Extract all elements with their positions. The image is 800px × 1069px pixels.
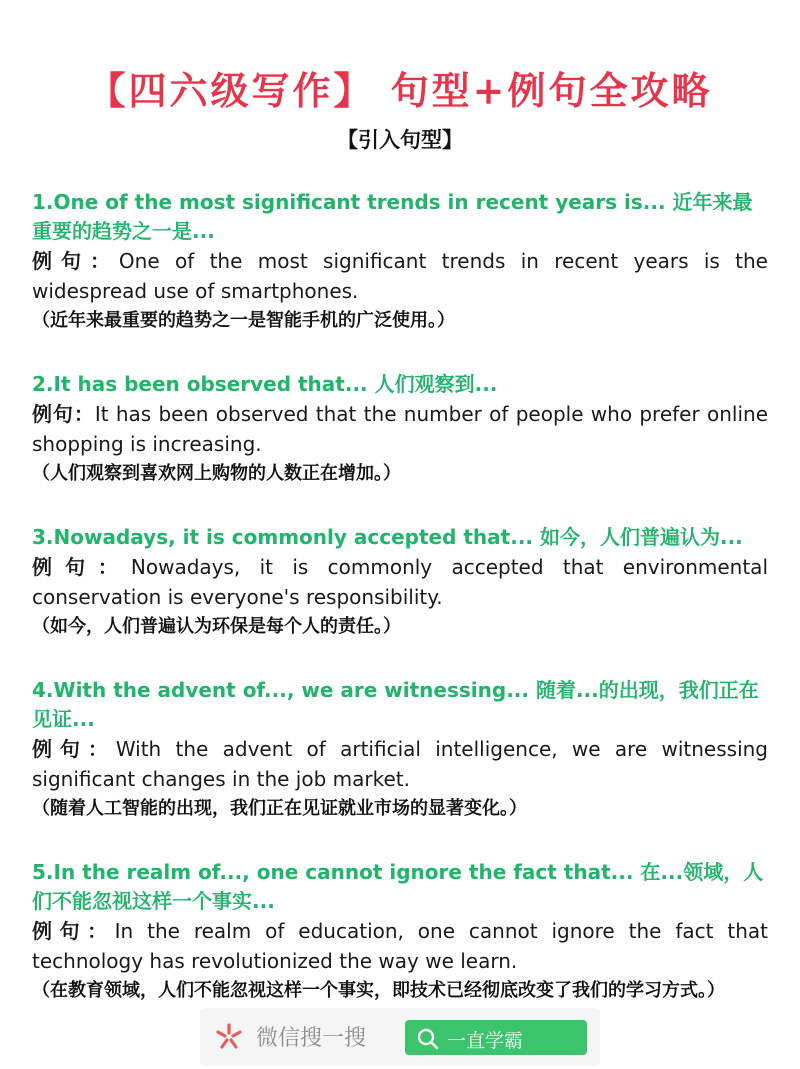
sentence-item <box>32 188 768 336</box>
example-text: In the realm of education, one cannot ignore the fact that technology has revolutionized the way we learn. <box>32 919 769 973</box>
wechat-search-logo-icon <box>214 1022 244 1052</box>
sentence-item <box>32 676 768 824</box>
example-translation: （如今，人们普遍认为环保是每个人的责任。） <box>32 616 401 637</box>
pattern-heading: 5.In the realm of..., one cannot ignore the fact that... 在...领域，人们不能忽视这样一个事实... <box>32 860 764 913</box>
pattern-heading: 1.One of the most significant trends in recent years is... 近年来最重要的趋势之一是... <box>32 190 753 243</box>
example-translation: （在教育领域，人们不能忽视这样一个事实，即技术已经彻底改变了我们的学习方式。） <box>32 980 725 1001</box>
wechat-search-text: 微信搜一搜 <box>256 1026 367 1051</box>
pattern-heading: 2.It has been observed that... 人们观察到... <box>32 372 498 396</box>
wechat-search-bar[interactable] <box>200 1008 600 1066</box>
example-text: With the advent of artificial intelligence, we are witnessing significant changes in the job market. <box>32 737 769 791</box>
sentence-item <box>32 858 768 1006</box>
example-label: 例句： <box>32 919 115 943</box>
example-label: 例句： <box>32 555 131 579</box>
example-text: Nowadays, it is commonly accepted that environmental conservation is everyone's responsibility. <box>32 555 768 609</box>
example-translation: （近年来最重要的趋势之一是智能手机的广泛使用。） <box>32 310 455 331</box>
example-sentence <box>32 399 768 459</box>
search-keyword: 一直学霸 <box>447 1030 524 1052</box>
example-text: It has been observed that the number of people who prefer online shopping is increasing. <box>32 402 768 456</box>
sentence-item <box>32 370 768 489</box>
example-text: One of the most significant trends in recent years is the widespread use of smartphones. <box>32 249 768 303</box>
sentence-item <box>32 523 768 642</box>
example-sentence <box>32 734 768 794</box>
example-label: 例句： <box>32 402 95 426</box>
pattern-heading: 3.Nowadays, it is commonly accepted that... 如今，人们普遍认为... <box>32 525 743 549</box>
page-title: 【四六级写作】 句型+例句全攻略 <box>87 68 713 113</box>
example-translation: （人们观察到喜欢网上购物的人数正在增加。） <box>32 463 401 484</box>
example-sentence <box>32 246 768 306</box>
example-label: 例句： <box>32 249 119 273</box>
pattern-heading: 4.With the advent of..., we are witnessing... 随着...的出现，我们正在见证... <box>32 678 759 731</box>
example-sentence <box>32 552 768 612</box>
sentence-list <box>32 188 768 1040</box>
example-translation: （随着人工智能的出现，我们正在见证就业市场的显著变化。） <box>32 798 527 819</box>
example-label: 例句： <box>32 737 116 761</box>
search-button[interactable] <box>405 1020 587 1055</box>
example-sentence <box>32 916 768 976</box>
section-title: 【引入句型】 <box>337 128 463 152</box>
search-icon <box>417 1028 439 1050</box>
